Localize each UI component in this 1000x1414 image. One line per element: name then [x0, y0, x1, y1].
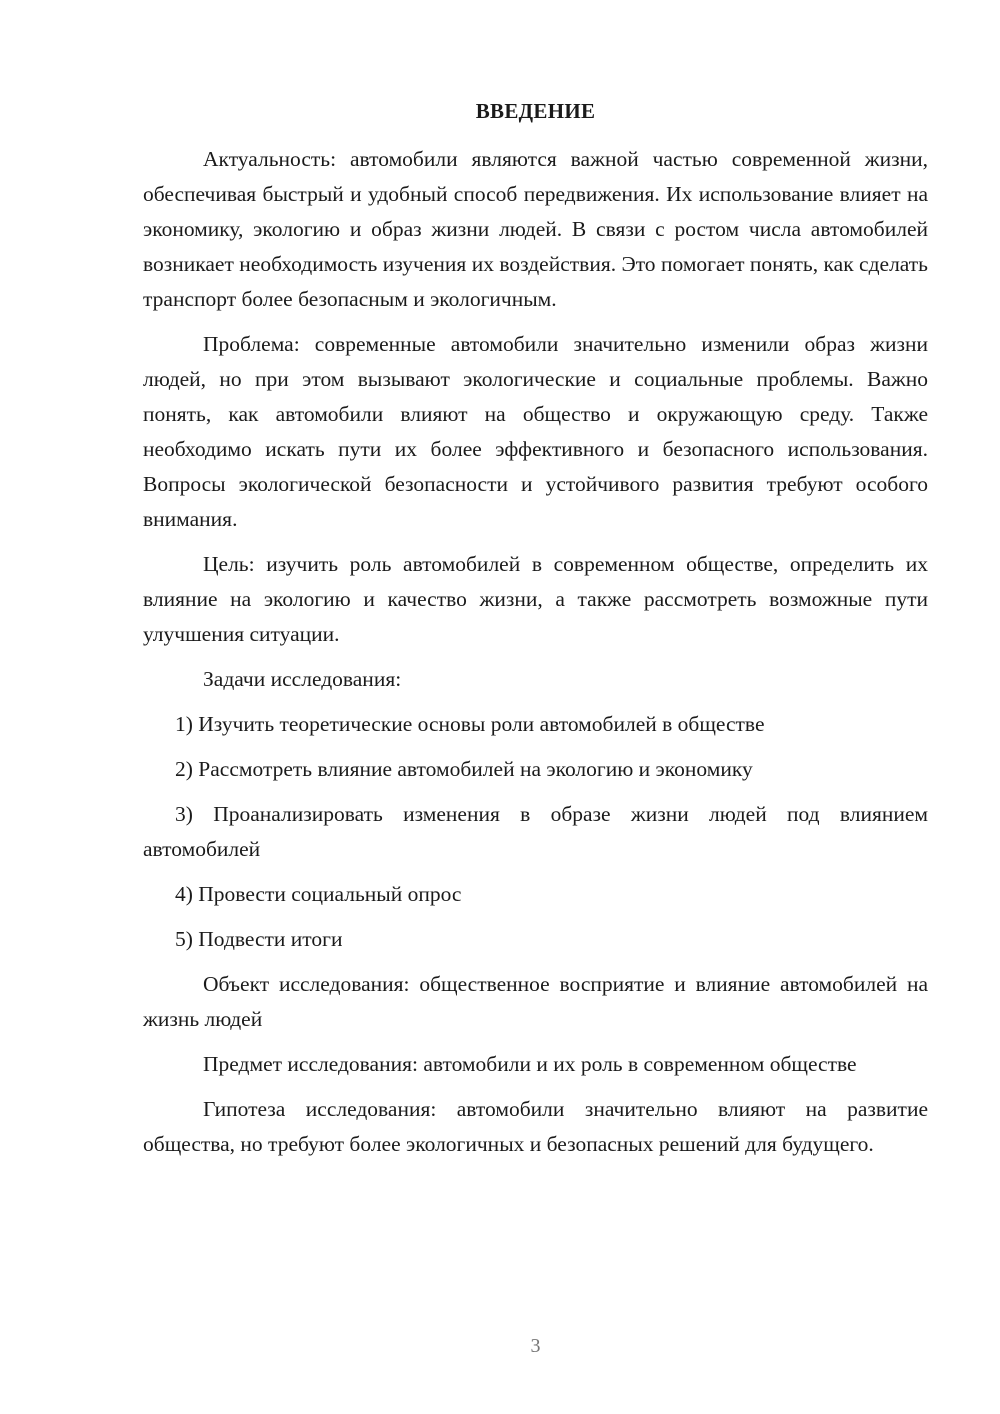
paragraph-problem: Проблема: современные автомобили значительно изменили образ жизни людей, но при этом вызывают экологические и социальные проблемы. Важно понять, как автомобили влияют на общество и окружающую среду. Также необходимо искать пути их более эффективного и безопасного использования. Вопросы экологической безопасности и устойчивого развития требуют особого внимания.: [143, 332, 928, 531]
task-item-4: 4) Провести социальный опрос: [175, 882, 462, 906]
task-item-2: 2) Рассмотреть влияние автомобилей на экологию и экономику: [175, 757, 753, 781]
paragraph-object: Объект исследования: общественное восприятие и влияние автомобилей на жизнь людей: [143, 972, 928, 1031]
paragraph-goal: Цель: изучить роль автомобилей в современном обществе, определить их влияние на экологию и качество жизни, а также рассмотреть возможные пути улучшения ситуации.: [143, 552, 928, 646]
page-number: [143, 1332, 928, 1360]
paragraph-relevance: Актуальность: автомобили являются важной частью современной жизни, обеспечивая быстрый и удобный способ передвижения. Их использование влияет на экономику, экологию и образ жизни людей. В связи с ростом числа автомобилей возникает необходимость изучения их воздействия. Это помогает понять, как сделать транспорт более безопасным и экологичным.: [143, 147, 928, 311]
task-item-5: 5) Подвести итоги: [175, 927, 343, 951]
paragraph-hypothesis: Гипотеза исследования: автомобили значительно влияют на развитие общества, но требуют более экологичных и безопасных решений для будущего.: [143, 1097, 928, 1156]
tasks-heading: Задачи исследования:: [203, 667, 402, 691]
page-number-text: 3: [530, 1335, 541, 1357]
page-title: ВВЕДЕНИЕ: [475, 99, 596, 123]
paragraph-subject: Предмет исследования: автомобили и их роль в современном обществе: [203, 1052, 857, 1076]
document-body: [143, 142, 928, 1172]
task-item-3: 3) Проанализировать изменения в образе жизни людей под влиянием автомобилей: [143, 802, 928, 861]
task-item-1: 1) Изучить теоретические основы роли автомобилей в обществе: [175, 712, 765, 736]
